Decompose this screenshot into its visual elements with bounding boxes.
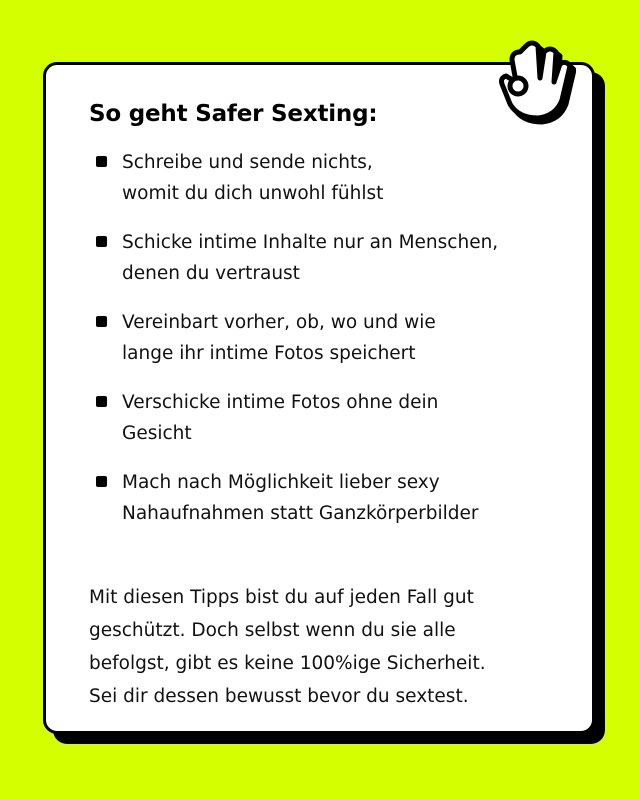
tip-text: Mach nach Möglichkeit lieber sexy Nahaufnahmen statt Ganzkörperbilder xyxy=(122,472,479,524)
bullet-icon xyxy=(96,396,107,407)
card-title: So geht Safer Sexting: xyxy=(89,101,378,127)
ok-hand-icon xyxy=(496,38,576,128)
bullet-icon xyxy=(96,476,107,487)
bullet-icon xyxy=(96,156,107,167)
tip-text: Vereinbart vorher, ob, wo und wie lange ihr intime Fotos speichert xyxy=(122,312,436,364)
bullet-icon xyxy=(96,316,107,327)
list-item xyxy=(91,467,562,529)
list-item xyxy=(91,387,562,449)
closing-paragraph: Mit diesen Tipps bist du auf jeden Fall gut geschützt. Doch selbst wenn du sie alle befolgst, gibt es keine 100%ige Sicherheit. Sei dir dessen bewusst bevor du sextest. xyxy=(89,587,486,707)
list-item xyxy=(91,307,562,369)
bullet-icon xyxy=(96,236,107,247)
tip-text: Schicke intime Inhalte nur an Menschen, denen du vertraust xyxy=(122,232,499,284)
tips-list xyxy=(91,147,562,547)
tips-card xyxy=(43,62,595,734)
tip-text: Schreibe und sende nichts, womit du dich unwohl fühlst xyxy=(122,152,384,204)
tip-text: Verschicke intime Fotos ohne dein Gesicht xyxy=(122,392,439,444)
list-item xyxy=(91,147,562,209)
list-item xyxy=(91,227,562,289)
